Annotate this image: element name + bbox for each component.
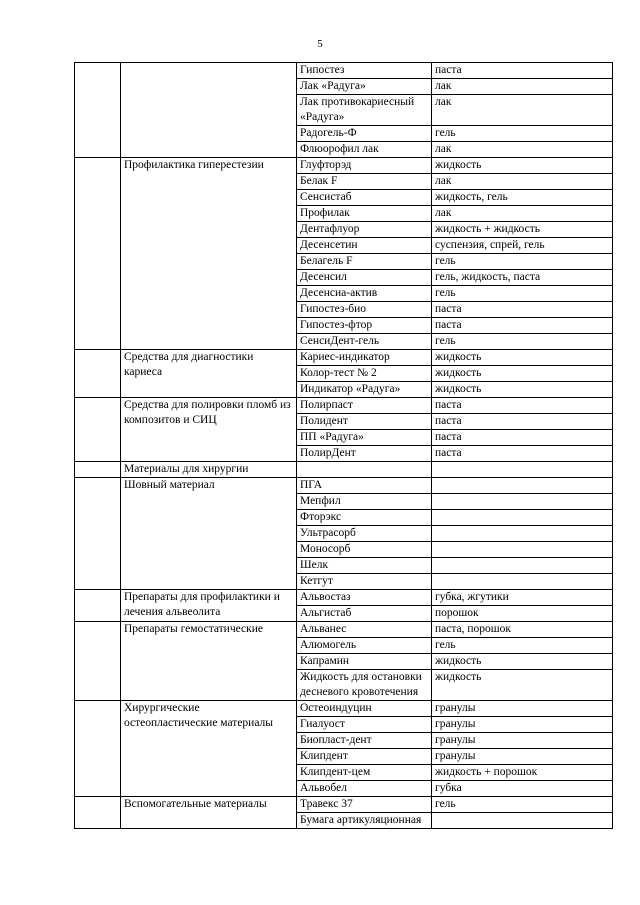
- material-name-cell: ПолирДент: [297, 446, 432, 462]
- material-form-cell: жидкость: [432, 382, 613, 398]
- material-form-cell: [432, 494, 613, 510]
- material-form-cell: губка: [432, 781, 613, 797]
- material-form-cell: паста: [432, 430, 613, 446]
- material-form-cell: [432, 510, 613, 526]
- material-name-cell: Клипдент-цем: [297, 765, 432, 781]
- index-cell: [75, 398, 121, 462]
- material-form-cell: жидкость: [432, 670, 613, 701]
- material-name-cell: Колор-тест № 2: [297, 366, 432, 382]
- material-form-cell: лак: [432, 142, 613, 158]
- material-name-cell: Профилак: [297, 206, 432, 222]
- material-name-cell: Индикатор «Радуга»: [297, 382, 432, 398]
- index-cell: [75, 622, 121, 701]
- material-name-cell: ПГА: [297, 478, 432, 494]
- material-form-cell: жидкость, гель: [432, 190, 613, 206]
- page-number: 5: [317, 38, 323, 50]
- material-form-cell: жидкость: [432, 366, 613, 382]
- category-cell: [121, 63, 297, 158]
- material-name-cell: Алюмогель: [297, 638, 432, 654]
- material-form-cell: жидкость + жидкость: [432, 222, 613, 238]
- material-form-cell: паста: [432, 414, 613, 430]
- category-cell: Шовный материал: [121, 478, 297, 590]
- table-row: [75, 478, 613, 494]
- material-form-cell: лак: [432, 95, 613, 126]
- material-name-cell: [297, 462, 432, 478]
- index-cell: [75, 797, 121, 829]
- material-form-cell: паста: [432, 318, 613, 334]
- table-row: [75, 590, 613, 606]
- material-form-cell: паста: [432, 446, 613, 462]
- material-form-cell: жидкость: [432, 654, 613, 670]
- material-form-cell: гель: [432, 286, 613, 302]
- material-name-cell: Альгистаб: [297, 606, 432, 622]
- material-name-cell: Биопласт-дент: [297, 733, 432, 749]
- material-form-cell: суспензия, спрей, гель: [432, 238, 613, 254]
- material-name-cell: Фторэкс: [297, 510, 432, 526]
- material-form-cell: жидкость + порошок: [432, 765, 613, 781]
- material-form-cell: гранулы: [432, 717, 613, 733]
- table-row: [75, 797, 613, 813]
- material-form-cell: [432, 574, 613, 590]
- material-name-cell: Десенсил: [297, 270, 432, 286]
- material-name-cell: Моносорб: [297, 542, 432, 558]
- material-name-cell: Гипостез-фтор: [297, 318, 432, 334]
- material-form-cell: гель: [432, 334, 613, 350]
- category-cell: Профилактика гиперестезии: [121, 158, 297, 350]
- material-form-cell: гранулы: [432, 733, 613, 749]
- material-name-cell: Остеоиндуцин: [297, 701, 432, 717]
- material-form-cell: паста: [432, 302, 613, 318]
- material-form-cell: паста, порошок: [432, 622, 613, 638]
- material-name-cell: Жидкость для остановки десневого кровотечения: [297, 670, 432, 701]
- material-name-cell: Гипостез-био: [297, 302, 432, 318]
- material-name-cell: Десенсетин: [297, 238, 432, 254]
- table-row: [75, 398, 613, 414]
- material-name-cell: Лак противокариесный «Радуга»: [297, 95, 432, 126]
- material-name-cell: Кетгут: [297, 574, 432, 590]
- material-name-cell: Десенсиа-актив: [297, 286, 432, 302]
- material-name-cell: Мепфил: [297, 494, 432, 510]
- category-cell: Средства для полировки пломб из композитов и СИЦ: [121, 398, 297, 462]
- table-row: [75, 462, 613, 478]
- material-name-cell: Альванес: [297, 622, 432, 638]
- material-form-cell: лак: [432, 174, 613, 190]
- material-form-cell: [432, 462, 613, 478]
- material-form-cell: [432, 813, 613, 829]
- material-name-cell: Гипостез: [297, 63, 432, 79]
- material-form-cell: порошок: [432, 606, 613, 622]
- materials-table: [74, 62, 613, 829]
- material-name-cell: Травекс 37: [297, 797, 432, 813]
- material-name-cell: Шелк: [297, 558, 432, 574]
- material-form-cell: паста: [432, 398, 613, 414]
- material-form-cell: жидкость: [432, 158, 613, 174]
- index-cell: [75, 701, 121, 797]
- material-name-cell: СенсиДент-гель: [297, 334, 432, 350]
- category-cell: Препараты гемостатические: [121, 622, 297, 701]
- material-name-cell: Гиалуост: [297, 717, 432, 733]
- table-row: [75, 158, 613, 174]
- category-cell: Вспомогательные материалы: [121, 797, 297, 829]
- material-name-cell: Альвобел: [297, 781, 432, 797]
- material-form-cell: [432, 542, 613, 558]
- material-form-cell: гранулы: [432, 749, 613, 765]
- material-form-cell: гель: [432, 638, 613, 654]
- index-cell: [75, 478, 121, 590]
- material-form-cell: [432, 478, 613, 494]
- category-cell: Материалы для хирургии: [121, 462, 297, 478]
- table-row: [75, 63, 613, 79]
- material-form-cell: гель: [432, 254, 613, 270]
- material-name-cell: Глуфторэд: [297, 158, 432, 174]
- index-cell: [75, 158, 121, 350]
- materials-table-body: [75, 63, 613, 829]
- material-name-cell: Кариес-индикатор: [297, 350, 432, 366]
- material-name-cell: Лак «Радуга»: [297, 79, 432, 95]
- category-cell: Средства для диагностики кариеса: [121, 350, 297, 398]
- material-name-cell: ПП «Радуга»: [297, 430, 432, 446]
- index-cell: [75, 350, 121, 398]
- material-form-cell: лак: [432, 79, 613, 95]
- material-form-cell: лак: [432, 206, 613, 222]
- material-form-cell: паста: [432, 63, 613, 79]
- table-row: [75, 622, 613, 638]
- index-cell: [75, 590, 121, 622]
- material-form-cell: жидкость: [432, 350, 613, 366]
- category-cell: Хирургические остеопластические материалы: [121, 701, 297, 797]
- material-name-cell: Радогель-Ф: [297, 126, 432, 142]
- material-form-cell: губка, жгутики: [432, 590, 613, 606]
- material-name-cell: Ультрасорб: [297, 526, 432, 542]
- table-row: [75, 350, 613, 366]
- material-name-cell: Бумага артикуляционная: [297, 813, 432, 829]
- category-cell: Препараты для профилактики и лечения альвеолита: [121, 590, 297, 622]
- material-form-cell: гранулы: [432, 701, 613, 717]
- material-name-cell: Белак F: [297, 174, 432, 190]
- material-name-cell: Клипдент: [297, 749, 432, 765]
- material-name-cell: Сенсистаб: [297, 190, 432, 206]
- material-form-cell: [432, 526, 613, 542]
- material-name-cell: Дентафлуор: [297, 222, 432, 238]
- material-form-cell: гель, жидкость, паста: [432, 270, 613, 286]
- material-name-cell: Альвостаз: [297, 590, 432, 606]
- table-row: [75, 701, 613, 717]
- material-name-cell: Капрамин: [297, 654, 432, 670]
- material-form-cell: гель: [432, 797, 613, 813]
- material-form-cell: гель: [432, 126, 613, 142]
- material-name-cell: Полирпаст: [297, 398, 432, 414]
- material-name-cell: Белагель F: [297, 254, 432, 270]
- material-name-cell: Полидент: [297, 414, 432, 430]
- material-form-cell: [432, 558, 613, 574]
- material-name-cell: Флюорофил лак: [297, 142, 432, 158]
- index-cell: [75, 462, 121, 478]
- index-cell: [75, 63, 121, 158]
